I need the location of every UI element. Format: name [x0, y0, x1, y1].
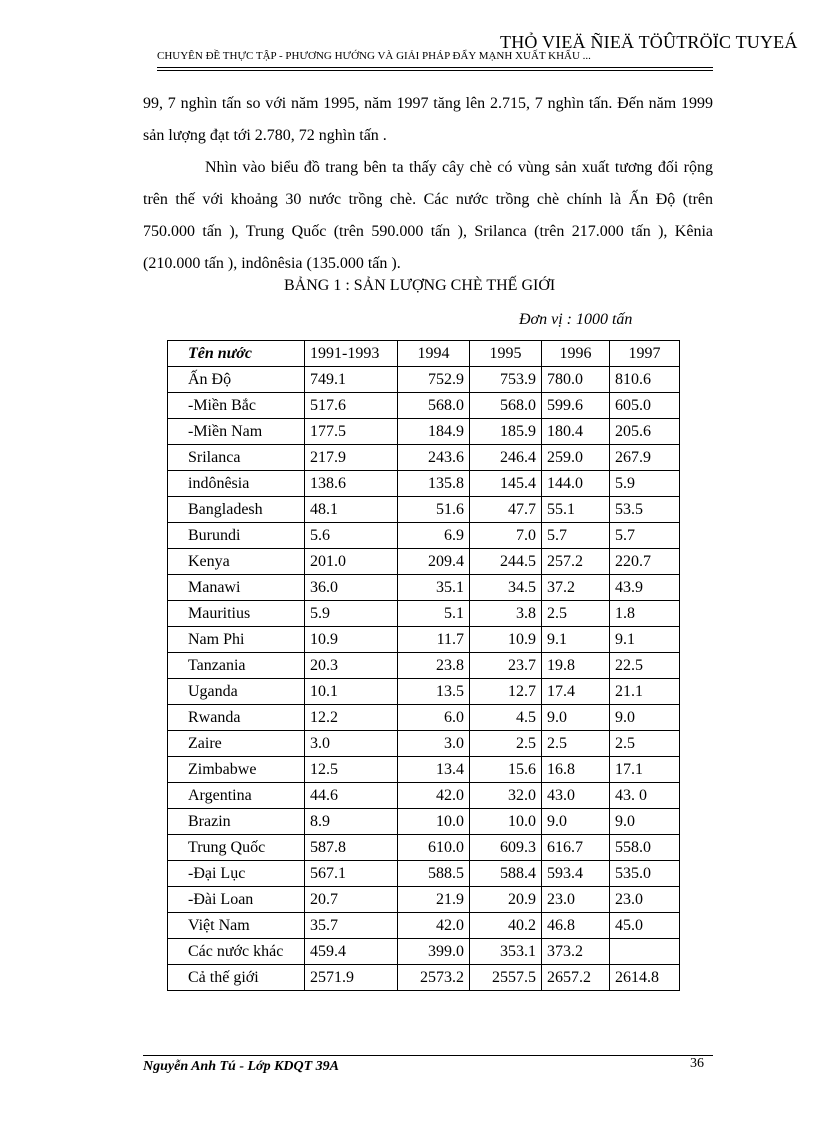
value-cell: 246.4: [470, 445, 542, 471]
table-row: [168, 861, 680, 887]
value-cell: 23.0: [542, 887, 610, 913]
value-cell: 2571.9: [305, 965, 398, 991]
value-cell: 2573.2: [398, 965, 470, 991]
table-row: [168, 419, 680, 445]
value-cell: 201.0: [305, 549, 398, 575]
table-row: [168, 471, 680, 497]
value-cell: 36.0: [305, 575, 398, 601]
value-cell: 53.5: [610, 497, 680, 523]
value-cell: 568.0: [470, 393, 542, 419]
value-cell: 588.4: [470, 861, 542, 887]
value-cell: 177.5: [305, 419, 398, 445]
value-cell: 17.4: [542, 679, 610, 705]
country-cell: Zaire: [168, 731, 305, 757]
value-cell: 205.6: [610, 419, 680, 445]
value-cell: 558.0: [610, 835, 680, 861]
country-cell: Burundi: [168, 523, 305, 549]
value-cell: 267.9: [610, 445, 680, 471]
value-cell: 10.9: [470, 627, 542, 653]
value-cell: 13.5: [398, 679, 470, 705]
table-row: [168, 393, 680, 419]
country-cell: Argentina: [168, 783, 305, 809]
value-cell: 10.0: [398, 809, 470, 835]
value-cell: 22.5: [610, 653, 680, 679]
value-cell: 244.5: [470, 549, 542, 575]
value-cell: 517.6: [305, 393, 398, 419]
value-cell: 2.5: [470, 731, 542, 757]
country-cell: Mauritius: [168, 601, 305, 627]
running-header: CHUYÊN ĐỀ THỰC TẬP - PHƯƠNG HƯỚNG VÀ GIẢI PHÁP ĐẨY MẠNH XUẤT KHẨU ...: [157, 50, 591, 62]
value-cell: 35.1: [398, 575, 470, 601]
country-cell: Tanzania: [168, 653, 305, 679]
table-row: [168, 757, 680, 783]
header-divider-2: [157, 70, 713, 71]
value-cell: 185.9: [470, 419, 542, 445]
value-cell: 567.1: [305, 861, 398, 887]
value-cell: 259.0: [542, 445, 610, 471]
country-cell: -Đài Loan: [168, 887, 305, 913]
value-cell: 459.4: [305, 939, 398, 965]
value-cell: 23.0: [610, 887, 680, 913]
value-cell: 20.7: [305, 887, 398, 913]
value-cell: 43.9: [610, 575, 680, 601]
country-cell: Nam Phi: [168, 627, 305, 653]
value-cell: 9.0: [610, 705, 680, 731]
value-cell: 217.9: [305, 445, 398, 471]
value-cell: 42.0: [398, 913, 470, 939]
country-cell: -Miền Nam: [168, 419, 305, 445]
value-cell: 20.9: [470, 887, 542, 913]
value-cell: 40.2: [470, 913, 542, 939]
country-cell: Manawi: [168, 575, 305, 601]
value-cell: 15.6: [470, 757, 542, 783]
value-cell: 5.7: [542, 523, 610, 549]
table-unit: Đơn vị : 1000 tấn: [519, 311, 633, 328]
value-cell: 32.0: [470, 783, 542, 809]
table-row: [168, 939, 680, 965]
value-cell: 42.0: [398, 783, 470, 809]
table-row: [168, 913, 680, 939]
page-number: 36: [690, 1056, 704, 1071]
value-cell: 144.0: [542, 471, 610, 497]
footer-divider: [143, 1055, 713, 1056]
country-cell: Ấn Độ: [168, 367, 305, 393]
value-cell: 588.5: [398, 861, 470, 887]
country-cell: Srilanca: [168, 445, 305, 471]
value-cell: 373.2: [542, 939, 610, 965]
tea-production-table: [167, 340, 680, 991]
table-row: [168, 653, 680, 679]
header-divider: [157, 67, 713, 68]
header-cell: 1997: [610, 341, 680, 367]
value-cell: 2614.8: [610, 965, 680, 991]
value-cell: 568.0: [398, 393, 470, 419]
value-cell: 3.0: [305, 731, 398, 757]
value-cell: 8.9: [305, 809, 398, 835]
value-cell: 21.1: [610, 679, 680, 705]
header-cell: 1995: [470, 341, 542, 367]
value-cell: 55.1: [542, 497, 610, 523]
value-cell: 23.7: [470, 653, 542, 679]
country-cell: -Miền Bắc: [168, 393, 305, 419]
value-cell: 37.2: [542, 575, 610, 601]
table-row: [168, 731, 680, 757]
value-cell: 34.5: [470, 575, 542, 601]
value-cell: 810.6: [610, 367, 680, 393]
value-cell: 2.5: [542, 601, 610, 627]
paragraph-1: 99, 7 nghìn tấn so với năm 1995, năm 1997 tăng lên 2.715, 7 nghìn tấn. Đến năm 1999 sản lượng đạt tới 2.780, 72 nghìn tấn .: [143, 95, 713, 144]
country-cell: Trung Quốc: [168, 835, 305, 861]
table-row: [168, 679, 680, 705]
country-cell: -Đại Lục: [168, 861, 305, 887]
value-cell: 10.9: [305, 627, 398, 653]
value-cell: 257.2: [542, 549, 610, 575]
value-cell: 749.1: [305, 367, 398, 393]
table-row: [168, 549, 680, 575]
value-cell: 535.0: [610, 861, 680, 887]
header-cell: 1991-1993: [305, 341, 398, 367]
table-row: [168, 965, 680, 991]
value-cell: 12.5: [305, 757, 398, 783]
paragraph-2: Nhìn vào biểu đồ trang bên ta thấy cây chè có vùng sản xuất tương đối rộng trên thế với khoảng 30 nước trồng chè. Các nước trồng chè chính là Ấn Độ (trên 750.000 tấn ), Trung Quốc (trên 590.000 tấn ), Srilanca (trên 217.000 tấn ), Kênia (210.000 tấn ), indônêsia (135.000 tấn ).: [143, 159, 713, 272]
table-row: [168, 835, 680, 861]
value-cell: 12.7: [470, 679, 542, 705]
value-cell: 753.9: [470, 367, 542, 393]
country-cell: Rwanda: [168, 705, 305, 731]
value-cell: 209.4: [398, 549, 470, 575]
table-row: [168, 601, 680, 627]
table-row: [168, 705, 680, 731]
value-cell: 399.0: [398, 939, 470, 965]
value-cell: 220.7: [610, 549, 680, 575]
value-cell: 9.1: [542, 627, 610, 653]
value-cell: 605.0: [610, 393, 680, 419]
value-cell: 7.0: [470, 523, 542, 549]
value-cell: [610, 939, 680, 965]
value-cell: 5.1: [398, 601, 470, 627]
value-cell: 45.0: [610, 913, 680, 939]
value-cell: 43. 0: [610, 783, 680, 809]
country-cell: Các nước khác: [168, 939, 305, 965]
value-cell: 17.1: [610, 757, 680, 783]
value-cell: 243.6: [398, 445, 470, 471]
value-cell: 12.2: [305, 705, 398, 731]
value-cell: 35.7: [305, 913, 398, 939]
value-cell: 9.0: [610, 809, 680, 835]
value-cell: 16.8: [542, 757, 610, 783]
value-cell: 3.8: [470, 601, 542, 627]
value-cell: 138.6: [305, 471, 398, 497]
value-cell: 3.0: [398, 731, 470, 757]
value-cell: 780.0: [542, 367, 610, 393]
table-header-row: [168, 341, 680, 367]
table-row: [168, 445, 680, 471]
value-cell: 4.5: [470, 705, 542, 731]
table-row: [168, 575, 680, 601]
value-cell: 44.6: [305, 783, 398, 809]
watermark-text: THỎ VIEÄ ÑIEÄ TÖÛTRÖÏC TUYEÁ: [500, 32, 798, 52]
value-cell: 2.5: [610, 731, 680, 757]
table-title: BẢNG 1 : SẢN LƯỢNG CHÈ THẾ GIỚI: [284, 277, 556, 294]
value-cell: 46.8: [542, 913, 610, 939]
value-cell: 23.8: [398, 653, 470, 679]
value-cell: 135.8: [398, 471, 470, 497]
value-cell: 593.4: [542, 861, 610, 887]
table-row: [168, 367, 680, 393]
value-cell: 51.6: [398, 497, 470, 523]
value-cell: 2557.5: [470, 965, 542, 991]
value-cell: 2657.2: [542, 965, 610, 991]
value-cell: 19.8: [542, 653, 610, 679]
footer-author: Nguyễn Anh Tú - Lớp KDQT 39A: [143, 1059, 340, 1074]
value-cell: 43.0: [542, 783, 610, 809]
table-row: [168, 783, 680, 809]
value-cell: 21.9: [398, 887, 470, 913]
table-row: [168, 627, 680, 653]
country-cell: Việt Nam: [168, 913, 305, 939]
value-cell: 616.7: [542, 835, 610, 861]
value-cell: 5.9: [305, 601, 398, 627]
country-cell: Cả thế giới: [168, 965, 305, 991]
table-row: [168, 887, 680, 913]
country-cell: Bangladesh: [168, 497, 305, 523]
value-cell: 587.8: [305, 835, 398, 861]
value-cell: 180.4: [542, 419, 610, 445]
header-cell: 1996: [542, 341, 610, 367]
value-cell: 2.5: [542, 731, 610, 757]
country-cell: Brazin: [168, 809, 305, 835]
value-cell: 752.9: [398, 367, 470, 393]
value-cell: 10.0: [470, 809, 542, 835]
table-row: [168, 523, 680, 549]
country-cell: indônêsia: [168, 471, 305, 497]
value-cell: 184.9: [398, 419, 470, 445]
header-cell: 1994: [398, 341, 470, 367]
value-cell: 48.1: [305, 497, 398, 523]
value-cell: 20.3: [305, 653, 398, 679]
value-cell: 47.7: [470, 497, 542, 523]
value-cell: 9.0: [542, 705, 610, 731]
value-cell: 145.4: [470, 471, 542, 497]
table-row: [168, 497, 680, 523]
value-cell: 1.8: [610, 601, 680, 627]
value-cell: 11.7: [398, 627, 470, 653]
value-cell: 353.1: [470, 939, 542, 965]
header-cell: Tên nước: [168, 341, 305, 367]
value-cell: 6.9: [398, 523, 470, 549]
country-cell: Uganda: [168, 679, 305, 705]
value-cell: 13.4: [398, 757, 470, 783]
country-cell: Zimbabwe: [168, 757, 305, 783]
country-cell: Kenya: [168, 549, 305, 575]
value-cell: 5.9: [610, 471, 680, 497]
value-cell: 5.7: [610, 523, 680, 549]
value-cell: 10.1: [305, 679, 398, 705]
table-row: [168, 809, 680, 835]
value-cell: 6.0: [398, 705, 470, 731]
value-cell: 9.0: [542, 809, 610, 835]
value-cell: 599.6: [542, 393, 610, 419]
value-cell: 9.1: [610, 627, 680, 653]
value-cell: 609.3: [470, 835, 542, 861]
value-cell: 5.6: [305, 523, 398, 549]
value-cell: 610.0: [398, 835, 470, 861]
